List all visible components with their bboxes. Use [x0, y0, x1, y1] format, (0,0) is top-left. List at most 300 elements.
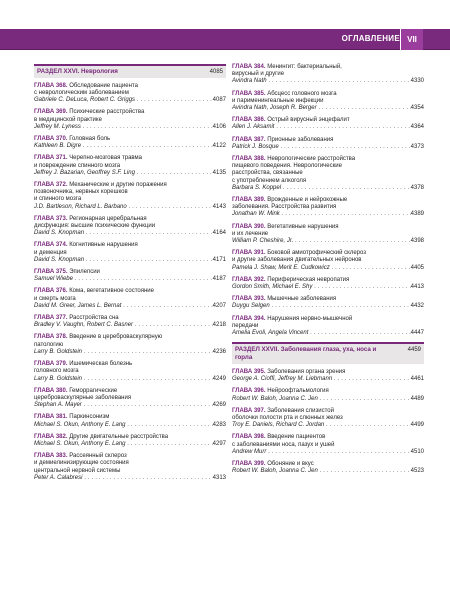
dot-leader	[82, 376, 213, 383]
entry-title-line	[232, 296, 424, 303]
author-line	[232, 238, 424, 245]
toc-entry[interactable]	[232, 461, 424, 475]
chapter-authors: Patrick J. Bosque	[232, 143, 279, 150]
chapter-label: ГЛАВА 380.	[34, 387, 68, 394]
author-line	[232, 449, 424, 456]
toc-entry[interactable]	[34, 269, 226, 283]
author-line	[232, 396, 424, 403]
chapter-title-text: Вегетативные нарушения	[267, 223, 339, 230]
chapter-title-text: Паркинсонизм	[69, 414, 110, 421]
chapter-title-text: и спинного мозга	[34, 196, 82, 203]
entry-title-line	[34, 250, 226, 257]
entry-title-line	[34, 117, 226, 124]
author-line	[34, 97, 226, 104]
chapter-label: ГЛАВА 369.	[34, 109, 68, 116]
chapter-title-text: Мышечные заболевания	[267, 296, 337, 303]
chapter-title-text: Неврологические расстройства	[267, 156, 356, 163]
author-line	[34, 422, 226, 429]
chapter-authors: Avindra Nath, Joseph R. Berger	[232, 105, 317, 112]
chapter-title-text: оболочки полости рта и слюнных желез	[232, 414, 343, 421]
chapter-authors: Kathleen B. Digre	[34, 143, 82, 150]
entry-title-line	[34, 361, 226, 368]
author-line	[34, 303, 226, 310]
dot-leader	[82, 349, 213, 356]
dot-leader	[280, 211, 411, 218]
toc-entry[interactable]	[34, 453, 226, 482]
toc-entry[interactable]	[34, 182, 226, 211]
chapter-title-text: Расстройства сна	[69, 315, 119, 322]
entry-title-line	[34, 189, 226, 196]
dot-leader	[281, 185, 411, 192]
entry-title-line	[232, 323, 424, 330]
chapter-label: ГЛАВА 384.	[232, 64, 266, 70]
dot-leader	[270, 303, 411, 310]
chapter-label: ГЛАВА 372.	[34, 182, 68, 189]
chapter-label: ГЛАВА 379.	[34, 361, 68, 368]
entry-title-line	[34, 182, 226, 189]
dot-leader	[332, 376, 410, 383]
chapter-page: 4249	[212, 375, 226, 382]
chapter-title-text: вирусный и другие	[232, 71, 285, 78]
chapter-title-text: головного мозга	[34, 368, 79, 375]
entry-title-line	[232, 178, 424, 185]
chapter-title-text: центральной нервной системы	[34, 467, 121, 474]
chapter-label: ГЛАВА 377.	[34, 315, 68, 322]
chapter-title-text: патологию	[34, 341, 64, 348]
chapter-authors: Allen J. Aksamit	[232, 124, 275, 131]
author-line	[232, 468, 424, 475]
section-header	[232, 342, 424, 364]
chapter-title-text: Врожденные и нейрокожные	[267, 197, 348, 204]
chapter-label: ГЛАВА 397.	[232, 407, 266, 414]
chapter-authors: Troy E. Daniels, Richard C. Jordan	[232, 422, 325, 429]
left-entry-list	[34, 83, 226, 482]
chapter-label: ГЛАВА 375.	[34, 269, 68, 276]
chapter-page: 4143	[212, 203, 226, 210]
toc-entry[interactable]	[34, 136, 226, 150]
chapter-page: 4087	[212, 97, 226, 104]
toc-entry[interactable]	[34, 414, 226, 428]
chapter-authors: Larry B. Goldstein	[34, 348, 83, 355]
chapter-authors: Peter A. Calabresi	[34, 474, 83, 481]
entry-title-line	[34, 155, 226, 162]
entry-title-line	[34, 196, 226, 203]
chapter-title-text: Регионарная церебральная	[69, 215, 147, 222]
chapter-title-text: Введение в цереброваскулярную	[69, 334, 163, 341]
toc-entry[interactable]	[232, 64, 424, 86]
dot-leader	[308, 330, 410, 337]
dot-leader	[274, 124, 410, 131]
entry-title-line	[232, 408, 424, 415]
toc-entry[interactable]	[232, 277, 424, 291]
chapter-label: ГЛАВА 391.	[232, 250, 266, 257]
entry-title-line	[232, 204, 424, 211]
entry-title-line	[232, 369, 424, 376]
dot-leader	[126, 422, 213, 429]
chapter-title-text: Острый вирусный энцефалит	[267, 117, 350, 124]
chapter-authors: J.D. Bartleson, Richard L. Barbano	[34, 203, 127, 210]
chapter-title-text: с заболеваниями носа, пазух и ушей	[232, 441, 335, 448]
chapter-title-text: и парименингеальные инфекции	[232, 97, 324, 104]
entry-title-line	[232, 156, 424, 163]
chapter-authors: Amelia Evoli, Angela Vincent	[232, 330, 309, 337]
entry-title-line	[34, 414, 226, 421]
dot-leader	[324, 422, 410, 429]
chapter-authors: Jeffrey J. Bazarian, Geoffrey S.F. Ling	[34, 169, 135, 176]
author-line	[34, 124, 226, 131]
chapter-title-text: Нарушения нервно-мышечной	[267, 315, 353, 322]
chapter-title-text: Когнитивные нарушения	[69, 242, 138, 249]
chapter-page: 4236	[212, 348, 226, 355]
entry-title-line	[232, 442, 424, 449]
chapter-page: 4106	[212, 123, 226, 130]
chapter-authors: Gabriele C. DeLuca, Robert C. Griggs	[34, 97, 136, 104]
toc-entry[interactable]	[34, 434, 226, 448]
chapter-authors: Pamela J. Shaw, Merit E. Cudkowicz	[232, 264, 330, 271]
chapter-page: 4405	[410, 264, 424, 271]
chapter-label: ГЛАВА 381.	[34, 414, 68, 421]
dot-leader	[135, 97, 213, 104]
chapter-title-text: заболевания. Расстройства развития	[232, 204, 337, 211]
author-line	[34, 441, 226, 448]
chapter-page: 4389	[410, 211, 424, 218]
toc-entry[interactable]	[34, 242, 226, 264]
chapter-authors: Michael S. Okun, Anthony E. Lang	[34, 421, 126, 428]
chapter-authors: Jeffrey M. Lyness	[34, 123, 81, 130]
entry-title-line	[232, 224, 424, 231]
toc-entry[interactable]	[34, 334, 226, 356]
chapter-page: 4461	[410, 376, 424, 383]
entry-title-line	[232, 98, 424, 105]
entry-title-line	[232, 137, 424, 144]
dot-leader	[121, 303, 212, 310]
chapter-label: ГЛАВА 388.	[232, 156, 266, 163]
author-line	[34, 143, 226, 150]
chapter-title-text: Психические расстройства	[69, 109, 145, 116]
toc-entry[interactable]	[34, 315, 226, 329]
section-page: 4085	[209, 69, 223, 75]
toc-entry[interactable]	[232, 408, 424, 430]
entry-title-line	[232, 71, 424, 78]
dot-leader	[133, 322, 213, 329]
chapter-label: ГЛАВА 392.	[232, 276, 266, 283]
chapter-page: 4364	[410, 124, 424, 131]
chapter-page: 4313	[212, 474, 226, 481]
entry-title-line	[34, 83, 226, 90]
chapter-title-text: Геморрагические	[69, 387, 118, 394]
chapter-title-text: Рассеянный склероз	[69, 453, 127, 460]
chapter-label: ГЛАВА 399.	[232, 460, 266, 467]
chapter-title-text: расстройства, связанные	[232, 170, 303, 177]
chapter-title-text: Менингит: бактериальный,	[267, 64, 342, 70]
entry-title-line	[34, 163, 226, 170]
entry-title-line	[34, 388, 226, 395]
author-line	[232, 284, 424, 291]
toc-entry[interactable]	[34, 109, 226, 131]
entry-title-line	[232, 434, 424, 441]
entry-title-line	[232, 257, 424, 264]
chapter-label: ГЛАВА 385.	[232, 90, 266, 97]
entry-title-line	[34, 395, 226, 402]
dot-leader	[73, 276, 213, 283]
toc-entry[interactable]	[232, 388, 424, 402]
dot-leader	[266, 449, 410, 456]
entry-title-line	[34, 216, 226, 223]
chapter-title-text: Обоняние и вкус	[267, 460, 314, 467]
chapter-authors: Michael S. Okun, Anthony E. Lang	[34, 440, 126, 447]
chapter-title-text: Эпилепсии	[69, 269, 100, 276]
toc-entry[interactable]	[232, 117, 424, 131]
dot-leader	[127, 204, 213, 211]
chapter-authors: Samuel Wiebe	[34, 276, 73, 283]
toc-entry[interactable]	[34, 216, 226, 238]
toc-entry[interactable]	[232, 434, 424, 456]
chapter-authors: David S. Knopman	[34, 230, 85, 237]
dot-leader	[82, 402, 213, 409]
chapter-authors: Barbara S. Koppel	[232, 184, 282, 191]
author-line	[34, 230, 226, 237]
author-line	[232, 303, 424, 310]
chapter-page: 4489	[410, 395, 424, 402]
chapter-label: ГЛАВА 396.	[232, 388, 266, 395]
author-line	[232, 265, 424, 272]
entry-title-line	[34, 223, 226, 230]
chapter-label: ГЛАВА 371.	[34, 155, 68, 162]
dot-leader	[126, 441, 213, 448]
author-line	[232, 105, 424, 112]
chapter-title-text: Обследование пациента	[69, 82, 138, 89]
chapter-title-text: Другие двигательные расстройства	[69, 433, 169, 440]
entry-title-line	[34, 334, 226, 341]
author-line	[232, 422, 424, 429]
chapter-page: 4283	[212, 421, 226, 428]
dot-leader	[267, 78, 411, 85]
chapter-authors: Andrew Murr	[232, 448, 267, 455]
chapter-authors: William P. Cheshire, Jr.	[232, 238, 294, 245]
chapter-page: 4135	[212, 169, 226, 176]
author-line	[232, 211, 424, 218]
dot-leader	[317, 105, 411, 112]
chapter-title-text: и демиелинизирующие состояния	[34, 460, 129, 467]
author-line	[232, 144, 424, 151]
toc-entry[interactable]	[232, 197, 424, 219]
toc-entry[interactable]	[232, 296, 424, 310]
entry-title-line	[232, 231, 424, 238]
author-line	[34, 322, 226, 329]
toc-entry[interactable]	[232, 250, 424, 272]
dot-leader	[293, 238, 410, 245]
chapter-title-text: Введение пациентов	[267, 434, 326, 441]
chapter-page: 4499	[410, 422, 424, 429]
entry-title-line	[34, 434, 226, 441]
dot-leader	[81, 124, 213, 131]
chapter-label: ГЛАВА 390.	[232, 223, 266, 230]
author-line	[232, 330, 424, 337]
chapter-title-text: Заболевания органа зрения	[267, 368, 346, 375]
author-line	[34, 402, 226, 409]
dot-leader	[318, 396, 411, 403]
chapter-label: ГЛАВА 373.	[34, 215, 68, 222]
chapter-label: ГЛАВА 383.	[34, 453, 68, 460]
chapter-title-text: и их лечение	[232, 230, 269, 237]
chapter-title-text: Абсцесс головного мозга	[267, 90, 337, 97]
entry-title-line	[232, 415, 424, 422]
chapter-label: ГЛАВА 394.	[232, 315, 266, 322]
chapter-title-text: дисфункция: высшие психические функции	[34, 223, 156, 230]
header-title: ОГЛАВЛЕНИЕ	[341, 34, 400, 43]
author-line	[232, 185, 424, 192]
chapter-title-text: Головная боль	[69, 136, 111, 143]
toc-entry[interactable]	[34, 155, 226, 177]
chapter-title-text: Заболевания слизистой	[267, 407, 334, 414]
entry-title-line	[34, 242, 226, 249]
entry-title-line	[34, 288, 226, 295]
author-line	[34, 204, 226, 211]
chapter-label: ГЛАВА 378.	[34, 334, 68, 341]
author-line	[232, 376, 424, 383]
chapter-authors: Bradley V. Vaughn, Robert C. Basner	[34, 322, 134, 329]
author-line	[34, 475, 226, 482]
chapter-page: 4171	[212, 256, 226, 263]
author-line	[34, 349, 226, 356]
chapter-authors: Larry B. Goldstein	[34, 375, 83, 382]
chapter-title-text: Кома, вегетативное состояние	[69, 288, 154, 295]
chapter-authors: Avindra Nath	[232, 78, 267, 85]
dot-leader	[318, 468, 411, 475]
entry-title-line	[34, 296, 226, 303]
entry-title-line	[232, 316, 424, 323]
author-line	[34, 376, 226, 383]
chapter-title-text: позвоночника, нервных корешков	[34, 189, 128, 196]
chapter-authors: Robert W. Baloh, Joanna C. Jen	[232, 468, 318, 475]
toc-entry[interactable]	[232, 224, 424, 246]
toc-entry[interactable]	[34, 388, 226, 410]
entry-title-line	[232, 461, 424, 468]
entry-title-line	[34, 109, 226, 116]
chapter-title-text: Периферическая невропатия	[267, 276, 350, 283]
chapter-title-text: и повреждение спинного мозга	[34, 162, 121, 169]
chapter-page: 4432	[410, 303, 424, 310]
entry-title-line	[232, 277, 424, 284]
chapter-title-text: и деменция	[34, 249, 67, 256]
toc-entry[interactable]	[232, 369, 424, 383]
chapter-page: 4122	[212, 143, 226, 150]
chapter-page: 4187	[212, 276, 226, 283]
chapter-title-text: Механические и другие поражения	[69, 182, 167, 189]
chapter-label: ГЛАВА 398.	[232, 434, 266, 441]
section-header	[34, 64, 226, 78]
chapter-label: ГЛАВА 395.	[232, 368, 266, 375]
page-number-badge: VII	[400, 29, 423, 50]
chapter-label: ГЛАВА 376.	[34, 288, 68, 295]
toc-entry[interactable]	[232, 137, 424, 151]
chapter-page: 4413	[410, 284, 424, 291]
chapter-authors: George A. Cioffi, Jeffrey M. Liebmann	[232, 376, 333, 383]
chapter-title-text: и другие заболевания двигательных нейронов	[232, 257, 362, 264]
chapter-page: 4269	[212, 402, 226, 409]
entry-title-line	[34, 90, 226, 97]
author-line	[34, 276, 226, 283]
chapter-page: 4373	[410, 143, 424, 150]
chapter-label: ГЛАВА 368.	[34, 82, 68, 89]
chapter-title-text: пищевого поведения. Неврологические	[232, 163, 342, 170]
chapter-page: 4330	[410, 78, 424, 85]
chapter-title-text: с неврологическим заболеванием	[34, 90, 129, 96]
dot-leader	[81, 143, 213, 150]
author-line	[232, 78, 424, 85]
toc-entry[interactable]	[34, 83, 226, 105]
dot-leader	[84, 230, 213, 237]
toc-entry[interactable]	[34, 288, 226, 310]
entry-title-line	[34, 453, 226, 460]
chapter-label: ГЛАВА 386.	[232, 117, 266, 124]
chapter-page: 4398	[410, 238, 424, 245]
entry-title-line	[34, 315, 226, 322]
chapter-title-text: Нейроофтальмология	[267, 388, 329, 395]
dot-leader	[135, 170, 213, 177]
chapter-page: 4218	[212, 322, 226, 329]
chapter-title-text: Ишемическая болезнь	[69, 361, 133, 368]
chapter-authors: Duygu Selgen	[232, 303, 270, 310]
chapter-label: ГЛАВА 374.	[34, 242, 68, 249]
chapter-label: ГЛАВА 382.	[34, 433, 68, 440]
toc-right-column	[232, 64, 424, 480]
dot-leader	[312, 284, 410, 291]
right-entry-list-bottom	[232, 369, 424, 475]
chapter-authors: David S. Knopman	[34, 256, 85, 263]
chapter-label: ГЛАВА 387.	[232, 136, 266, 143]
chapter-title-text: цереброваскулярные заболевания	[34, 394, 132, 401]
toc-entry[interactable]	[232, 316, 424, 338]
chapter-authors: Gordon Smith, Michael E. Shy	[232, 284, 313, 291]
chapter-authors: Robert W. Baloh, Joanna C. Jen	[232, 395, 318, 402]
entry-title-line	[34, 342, 226, 349]
chapter-authors: Stephan A. Mayer	[34, 402, 82, 409]
chapter-title-text: в медицинской практике	[34, 116, 102, 123]
chapter-page: 4164	[212, 230, 226, 237]
chapter-title-text: Черепно-мозговая травма	[69, 155, 143, 162]
dot-leader	[84, 257, 213, 264]
dot-leader	[330, 265, 411, 272]
chapter-page: 4510	[410, 448, 424, 455]
chapter-page: 4447	[410, 330, 424, 337]
author-line	[34, 170, 226, 177]
toc-entry[interactable]	[232, 156, 424, 192]
right-entry-list-top	[232, 64, 424, 337]
chapter-authors: Jonathan W. Mink	[232, 211, 280, 218]
toc-entry[interactable]	[232, 91, 424, 113]
entry-title-line	[232, 170, 424, 177]
chapter-authors: David M. Greer, James L. Bernat	[34, 302, 122, 309]
entry-title-line	[232, 117, 424, 124]
chapter-title-text: и смерть мозга	[34, 295, 76, 302]
chapter-page: 4354	[410, 105, 424, 112]
entry-title-line	[232, 91, 424, 98]
author-line	[232, 124, 424, 131]
toc-entry[interactable]	[34, 361, 226, 383]
entry-title-line	[34, 368, 226, 375]
chapter-title-text: с употреблением алкоголя	[232, 177, 307, 184]
chapter-title-text: передачи	[232, 322, 259, 329]
chapter-page: 4297	[212, 440, 226, 447]
entry-title-line	[34, 136, 226, 143]
chapter-page: 4207	[212, 302, 226, 309]
entry-title-line	[34, 460, 226, 467]
section-title: РАЗДЕЛ XXVI. Неврология	[37, 68, 118, 75]
chapter-title-text: Прионные заболевания	[267, 136, 334, 143]
chapter-page: 4378	[410, 184, 424, 191]
chapter-label: ГЛАВА 370.	[34, 136, 68, 143]
